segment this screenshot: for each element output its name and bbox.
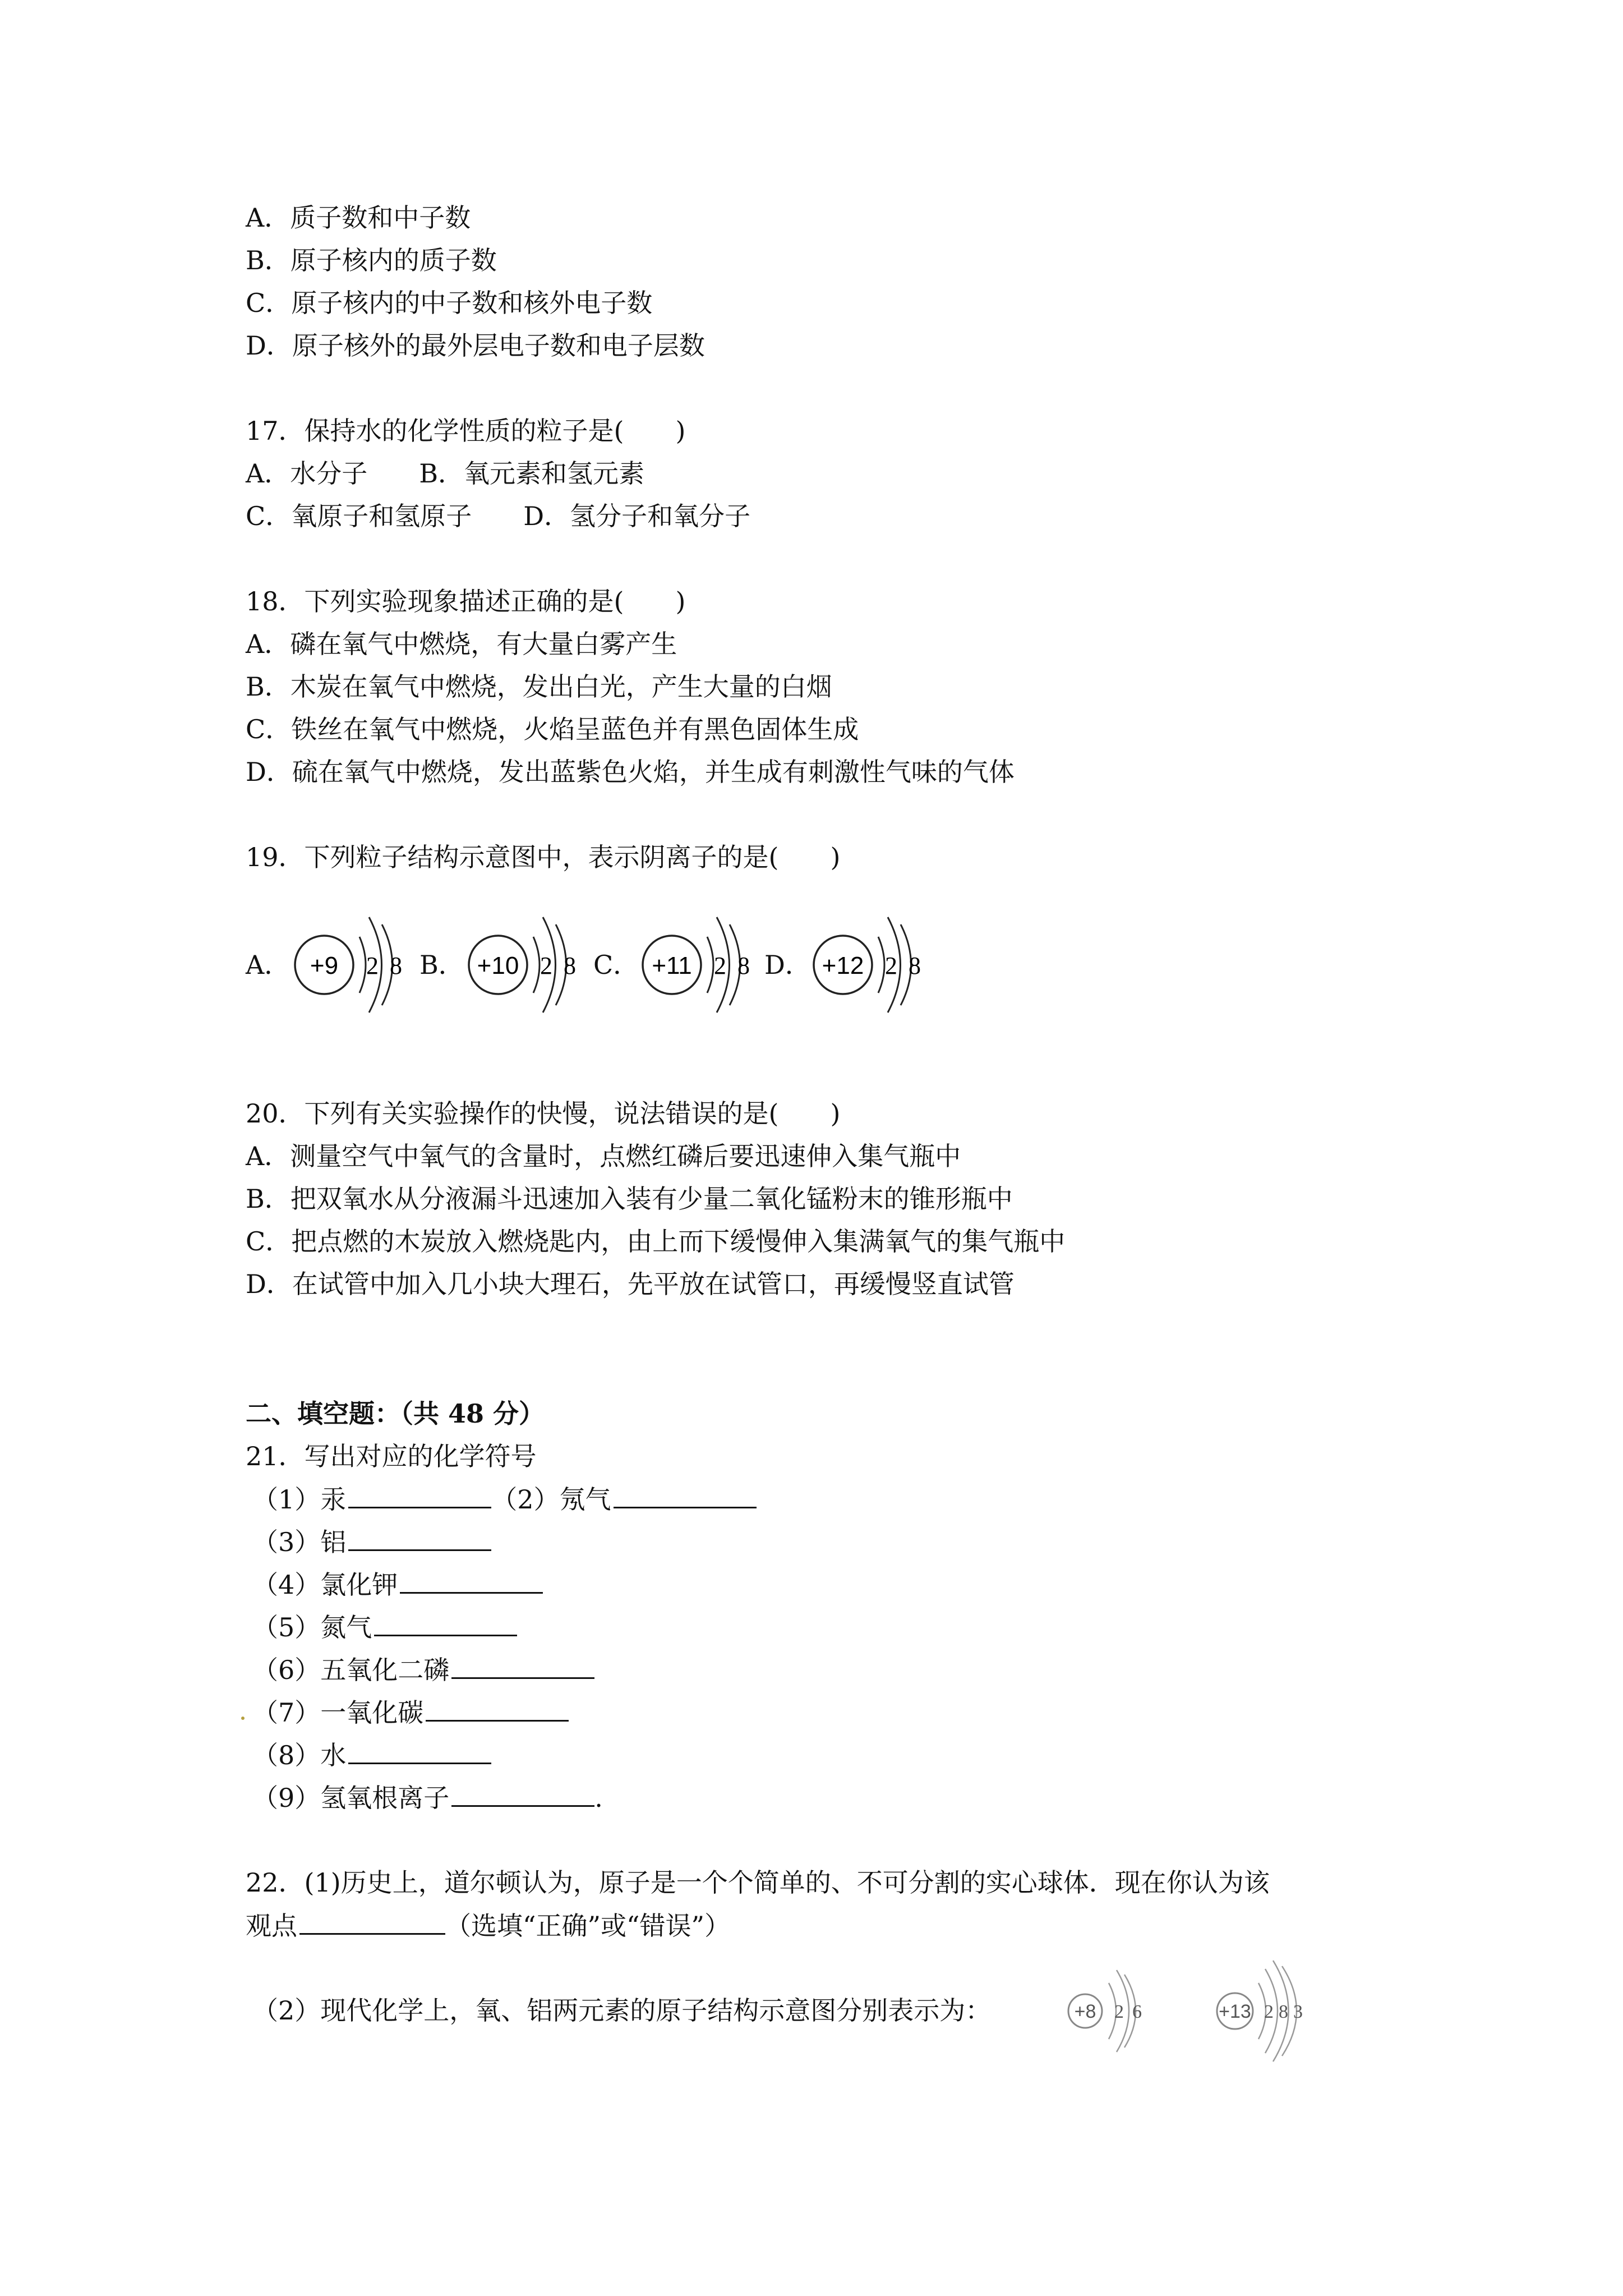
atom-diagram-b xyxy=(462,898,591,1032)
electron-shell2-b: 8 xyxy=(564,952,576,979)
q22-line1: 22．(1)历史上，道尔顿认为，原子是一个个简单的、不可分割的实心球体．现在你认为该 xyxy=(246,1867,1270,1898)
q17-stem: 17．保持水的化学性质的粒子是( ) xyxy=(246,416,686,446)
oxygen-shell2: 6 xyxy=(1132,2001,1142,2022)
electron-shell2-a: 8 xyxy=(390,952,402,979)
q21-item-row7 xyxy=(252,1695,569,1729)
q22-line2-prefix: 观点 xyxy=(246,1911,297,1941)
nucleus-charge-c: +11 xyxy=(652,952,692,979)
q22-opinion-blank[interactable] xyxy=(299,1908,445,1935)
q21-item-1-label: （1）汞 xyxy=(252,1484,347,1515)
q22-line2 xyxy=(246,1908,730,1943)
aluminum-shell1: 2 xyxy=(1264,2001,1274,2022)
q21-item-row9 xyxy=(252,1780,603,1815)
section2-title: 二、填空题：（共 48 分） xyxy=(246,1398,545,1429)
q19-label-b: B． xyxy=(419,950,464,980)
oxygen-atom-diagram xyxy=(1063,1952,1175,2072)
q19-diagrams xyxy=(246,898,975,1032)
q21-item-8-blank[interactable] xyxy=(348,1738,491,1764)
q21-item-row5 xyxy=(252,1610,517,1644)
q21-item-7-blank[interactable] xyxy=(426,1695,569,1722)
oxygen-shell1: 2 xyxy=(1114,2001,1124,2022)
q17-options-ab: A．水分子 B．氧元素和氢元素 xyxy=(246,458,645,489)
q21-stem: 21．写出对应的化学符号 xyxy=(246,1441,537,1471)
q22-line2-suffix: （选填“正确”或“错误”） xyxy=(445,1911,731,1941)
q21-item-8-label: （8）水 xyxy=(252,1740,347,1770)
q21-item-3-blank[interactable] xyxy=(348,1525,491,1551)
q21-item-9-label: （9）氢氧根离子 xyxy=(252,1783,450,1813)
electron-shell1-b: 2 xyxy=(540,952,552,979)
q20-option-c: C．把点燃的木炭放入燃烧匙内，由上而下缓慢伸入集满氧气的集气瓶中 xyxy=(246,1226,1066,1257)
q19-label-c: C． xyxy=(593,950,639,980)
electron-shell2-c: 8 xyxy=(737,952,750,979)
q16-option-d: D．原子核外的最外层电子数和电子层数 xyxy=(246,330,705,361)
q20-option-a: A．测量空气中氧气的含量时，点燃红磷后要迅速伸入集气瓶中 xyxy=(246,1141,961,1171)
stray-dot xyxy=(241,1717,245,1720)
aluminum-shell2: 8 xyxy=(1279,2001,1288,2022)
atom-diagram-a xyxy=(288,898,417,1032)
q16-option-a: A．质子数和中子数 xyxy=(246,203,471,233)
q18-option-a: A．磷在氧气中燃烧，有大量白雾产生 xyxy=(246,629,677,659)
electron-shell1-a: 2 xyxy=(366,952,379,979)
q21-item-5-label: （5）氮气 xyxy=(252,1612,372,1642)
electron-shell1-d: 2 xyxy=(885,952,897,979)
q21-item-4-label: （4）氯化钾 xyxy=(252,1570,398,1600)
q21-item-6-blank[interactable] xyxy=(451,1653,594,1679)
q21-item-row6 xyxy=(252,1653,594,1687)
q18-option-c: C．铁丝在氧气中燃烧，火焰呈蓝色并有黑色固体生成 xyxy=(246,714,859,744)
q19-label-d: D． xyxy=(764,950,811,980)
q21-item-2-label: （2）氖气 xyxy=(491,1484,611,1515)
atom-diagram-c xyxy=(635,898,764,1032)
aluminum-shell3: 3 xyxy=(1293,2001,1303,2022)
q21-item-5-blank[interactable] xyxy=(374,1610,517,1636)
nucleus-charge-a: +9 xyxy=(310,952,339,979)
q20-stem: 20．下列有关实验操作的快慢，说法错误的是( ) xyxy=(246,1098,841,1129)
nucleus-charge-d: +12 xyxy=(822,952,864,979)
electron-shell2-d: 8 xyxy=(909,952,921,979)
q21-item-7-label: （7）一氧化碳 xyxy=(252,1697,424,1728)
q16-option-b: B．原子核内的质子数 xyxy=(246,245,497,275)
q21-item-2-blank[interactable] xyxy=(614,1482,757,1508)
electron-shell1-c: 2 xyxy=(714,952,726,979)
oxygen-nucleus: +8 xyxy=(1074,2001,1096,2022)
q21-item-1-blank[interactable] xyxy=(348,1482,491,1508)
q16-option-c: C．原子核内的中子数和核外电子数 xyxy=(246,288,653,318)
q18-option-b: B．木炭在氧气中燃烧，发出白光，产生大量的白烟 xyxy=(246,671,832,702)
nucleus-charge-b: +10 xyxy=(477,952,519,979)
q21-item-3-label: （3）铝 xyxy=(252,1527,347,1557)
aluminum-nucleus: +13 xyxy=(1219,2001,1251,2022)
q20-option-d: D．在试管中加入几小块大理石，先平放在试管口，再缓慢竖直试管 xyxy=(246,1269,1015,1299)
q19-stem: 19．下列粒子结构示意图中，表示阴离子的是( ) xyxy=(246,842,841,872)
aluminum-atom-diagram xyxy=(1211,1947,1335,2078)
q21-item-9-blank[interactable] xyxy=(451,1780,594,1807)
q21-item-row3 xyxy=(252,1525,491,1559)
atom-diagram-d xyxy=(806,898,935,1032)
q19-label-a: A． xyxy=(246,950,291,980)
q22-line3: （2）现代化学上，氧、铝两元素的原子结构示意图分别表示为： xyxy=(252,1995,992,2026)
q21-item-row8 xyxy=(252,1738,491,1772)
q18-option-d: D．硫在氧气中燃烧，发出蓝紫色火焰，并生成有刺激性气味的气体 xyxy=(246,757,1015,787)
q21-item-4-blank[interactable] xyxy=(400,1567,543,1594)
q21-item-6-label: （6）五氧化二磷 xyxy=(252,1655,450,1685)
q18-stem: 18．下列实验现象描述正确的是( ) xyxy=(246,586,686,616)
q21-item-row4 xyxy=(252,1567,543,1602)
q17-options-cd: C．氧原子和氢原子 D．氢分子和氧分子 xyxy=(246,501,751,531)
q21-item-row1 xyxy=(252,1482,757,1516)
q21-end-period: . xyxy=(594,1783,603,1813)
q20-option-b: B．把双氧水从分液漏斗迅速加入装有少量二氧化锰粉末的锥形瓶中 xyxy=(246,1184,1013,1214)
